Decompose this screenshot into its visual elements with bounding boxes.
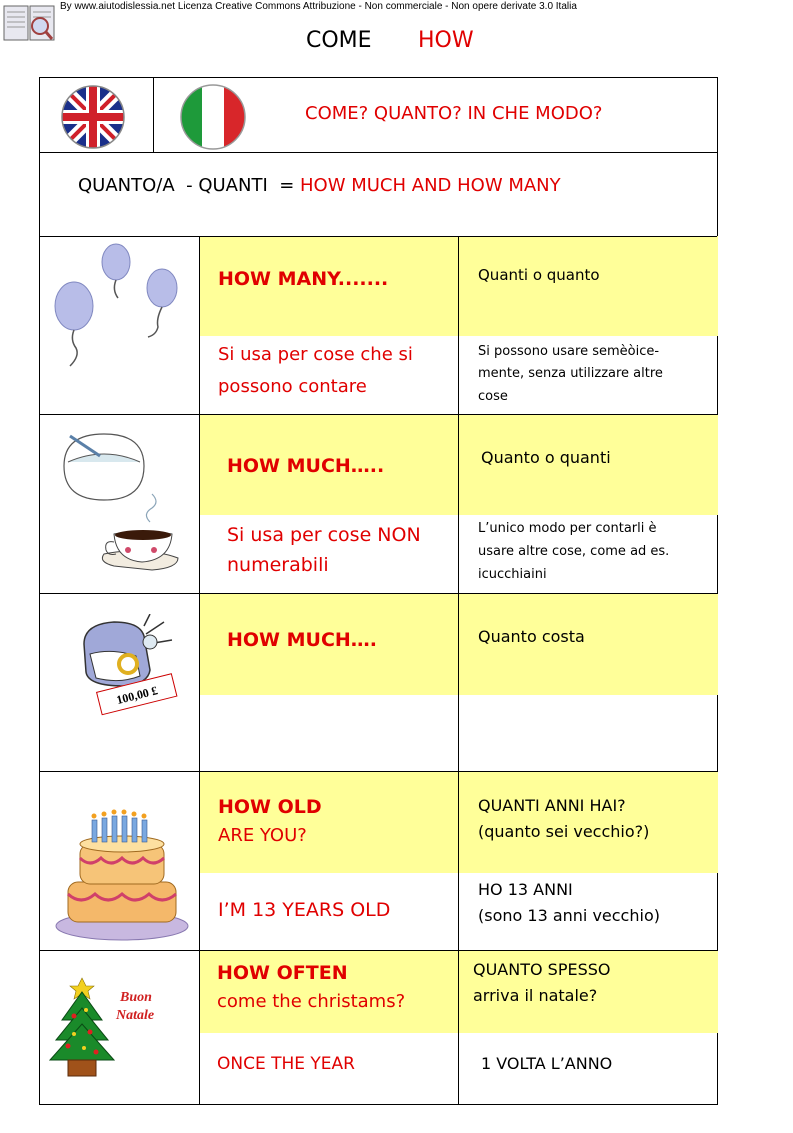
price-tag: 100,00 £ <box>96 673 177 715</box>
quanto-spesso-title-1: QUANTO SPESSO <box>473 960 611 979</box>
vocabulary-table <box>39 77 718 1105</box>
buon-natale-1: Buon <box>120 990 152 1005</box>
intro-question: COME? QUANTO? IN CHE MODO? <box>305 103 603 124</box>
italy-flag-icon <box>178 82 248 152</box>
page-title-come: COME <box>306 28 372 53</box>
quanto-desc-2: usare altre cose, come ad es. <box>478 544 670 559</box>
license-credit: By www.aiutodislessia.net Licenza Creative Commons Attribuzione - Non commerciale - Non opere derivate 3.0 Italia <box>60 1 577 12</box>
quanto-costa-title: Quanto costa <box>478 627 585 646</box>
quanti-anni-title-1: QUANTI ANNI HAI? <box>478 796 626 815</box>
uk-flag-icon <box>60 84 126 150</box>
quanto-desc-1: L’unico modo per contarli è <box>478 521 657 536</box>
quanti-anni-title-2: (quanto sei vecchio?) <box>478 822 650 841</box>
how-often-title-2: come the christams? <box>217 991 406 1012</box>
quanti-desc-1: Si possono usare semèòice- <box>478 344 660 359</box>
how-many-desc-1: Si usa per cose che si <box>218 344 413 365</box>
quanto-desc-3: icucchiaini <box>478 567 547 582</box>
how-much-price-title: HOW MUCH…. <box>227 629 378 651</box>
book-logo-icon <box>2 2 56 44</box>
quanto-spesso-answer: 1 VOLTA L’ANNO <box>481 1054 613 1073</box>
quanto-definition <box>78 175 561 196</box>
buon-natale-2: Natale <box>116 1008 155 1023</box>
how-often-answer: ONCE THE YEAR <box>217 1054 355 1074</box>
how-old-title-2: ARE YOU? <box>218 825 307 846</box>
how-old-title-1: HOW OLD <box>218 796 322 818</box>
how-much-desc-1: Si usa per cose NON <box>227 524 421 546</box>
quanto-prefix: QUANTO/A - QUANTI = <box>78 175 300 196</box>
quanti-desc-2: mente, senza utilizzare altre <box>478 366 663 381</box>
how-old-answer: I’M 13 YEARS OLD <box>218 899 391 921</box>
quanto-title: Quanto o quanti <box>481 448 611 467</box>
sugar-and-coffee-icon <box>54 426 194 586</box>
how-many-title: HOW MANY....... <box>218 268 389 290</box>
quanti-anni-answer-1: HO 13 ANNI <box>478 880 573 899</box>
balloons-icon <box>50 240 190 380</box>
page-title-how: HOW <box>418 28 474 53</box>
birthday-cake-icon <box>52 798 192 944</box>
how-much-desc-2: numerabili <box>227 554 329 576</box>
how-often-title-1: HOW OFTEN <box>217 962 348 984</box>
quanto-spesso-title-2: arriva il natale? <box>473 986 598 1005</box>
quanto-translation: HOW MUCH AND HOW MANY <box>300 175 561 196</box>
quanti-anni-answer-2: (sono 13 anni vecchio) <box>478 906 660 925</box>
quanti-desc-3: cose <box>478 389 508 404</box>
quanti-title: Quanti o quanto <box>478 266 600 284</box>
how-many-desc-2: possono contare <box>218 376 367 397</box>
how-much-title: HOW MUCH….. <box>227 455 385 477</box>
